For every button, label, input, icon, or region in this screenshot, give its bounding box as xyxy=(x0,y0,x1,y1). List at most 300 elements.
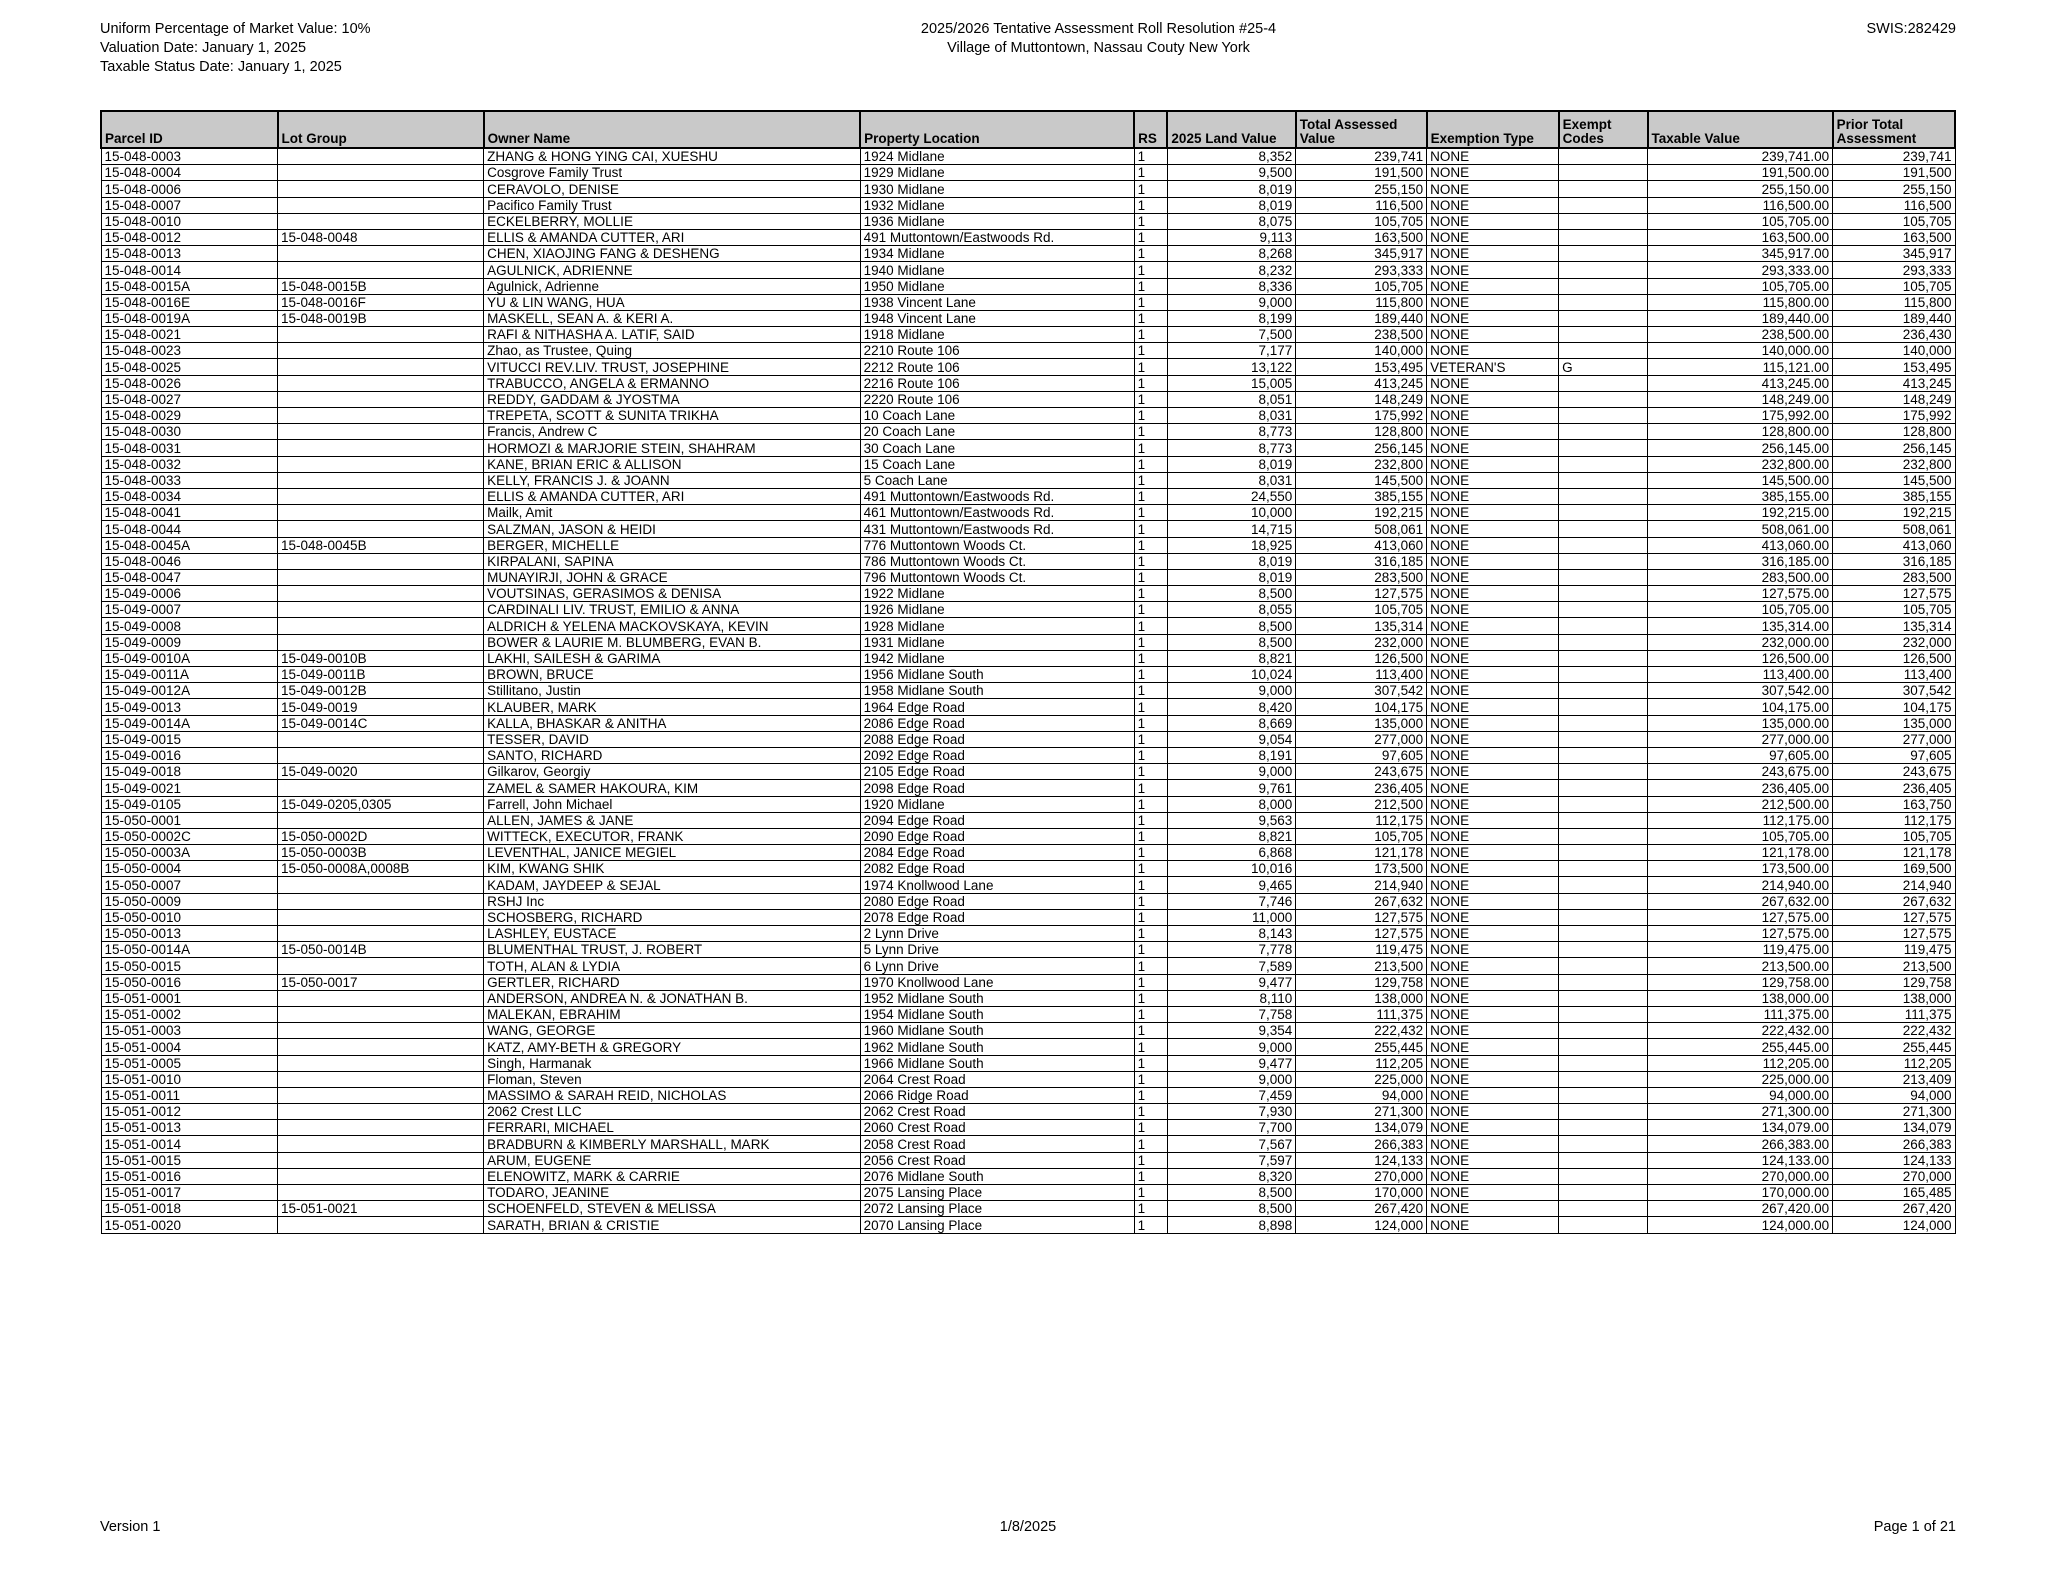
cell-land_value: 7,778 xyxy=(1167,942,1295,958)
cell-property_location: 2216 Route 106 xyxy=(860,375,1134,391)
cell-exempt_codes xyxy=(1559,667,1648,683)
cell-owner_name: KELLY, FRANCIS J. & JOANN xyxy=(484,472,860,488)
cell-property_location: 2062 Crest Road xyxy=(860,1104,1134,1120)
cell-exemption_type: NONE xyxy=(1427,424,1559,440)
table-row xyxy=(101,958,1955,974)
cell-taxable_value: 127,575.00 xyxy=(1648,926,1833,942)
cell-taxable_value: 121,178.00 xyxy=(1648,845,1833,861)
cell-taxable_value: 128,800.00 xyxy=(1648,424,1833,440)
cell-prior_total: 239,741 xyxy=(1833,148,1955,165)
cell-lot_group xyxy=(278,893,484,909)
cell-taxable_value: 239,741.00 xyxy=(1648,148,1833,165)
cell-exempt_codes xyxy=(1559,618,1648,634)
cell-land_value: 8,898 xyxy=(1167,1217,1295,1233)
cell-lot_group: 15-048-0019B xyxy=(278,310,484,326)
cell-total_assessed: 239,741 xyxy=(1296,148,1427,165)
cell-prior_total: 115,800 xyxy=(1833,294,1955,310)
cell-lot_group xyxy=(278,618,484,634)
cell-rs: 1 xyxy=(1134,327,1167,343)
cell-rs: 1 xyxy=(1134,391,1167,407)
cell-land_value: 9,761 xyxy=(1167,780,1295,796)
cell-exempt_codes xyxy=(1559,1006,1648,1022)
cell-property_location: 5 Lynn Drive xyxy=(860,942,1134,958)
cell-exemption_type: NONE xyxy=(1427,1185,1559,1201)
cell-lot_group xyxy=(278,521,484,537)
cell-parcel_id: 15-050-0014A xyxy=(101,942,278,958)
cell-total_assessed: 307,542 xyxy=(1296,683,1427,699)
cell-exempt_codes xyxy=(1559,472,1648,488)
cell-land_value: 24,550 xyxy=(1167,488,1295,504)
col-header-exempt-codes: Exempt Codes xyxy=(1559,111,1648,148)
table-row xyxy=(101,942,1955,958)
cell-lot_group xyxy=(278,926,484,942)
cell-exempt_codes xyxy=(1559,456,1648,472)
cell-prior_total: 97,605 xyxy=(1833,747,1955,763)
cell-lot_group xyxy=(278,1217,484,1233)
cell-prior_total: 135,000 xyxy=(1833,715,1955,731)
cell-parcel_id: 15-048-0034 xyxy=(101,488,278,504)
table-row xyxy=(101,375,1955,391)
cell-exempt_codes xyxy=(1559,861,1648,877)
cell-exemption_type: NONE xyxy=(1427,942,1559,958)
cell-prior_total: 165,485 xyxy=(1833,1185,1955,1201)
cell-total_assessed: 232,000 xyxy=(1296,634,1427,650)
cell-parcel_id: 15-048-0003 xyxy=(101,148,278,165)
cell-land_value: 7,177 xyxy=(1167,343,1295,359)
cell-lot_group xyxy=(278,1087,484,1103)
col-header-rs: RS xyxy=(1134,111,1167,148)
taxable-status-date-line: Taxable Status Date: January 1, 2025 xyxy=(100,59,342,75)
cell-owner_name: BROWN, BRUCE xyxy=(484,667,860,683)
cell-land_value: 8,191 xyxy=(1167,747,1295,763)
cell-exempt_codes xyxy=(1559,828,1648,844)
cell-property_location: 1962 Midlane South xyxy=(860,1039,1134,1055)
cell-exempt_codes xyxy=(1559,731,1648,747)
cell-total_assessed: 270,000 xyxy=(1296,1168,1427,1184)
cell-total_assessed: 148,249 xyxy=(1296,391,1427,407)
table-row xyxy=(101,926,1955,942)
table-row xyxy=(101,618,1955,634)
cell-exempt_codes xyxy=(1559,1104,1648,1120)
cell-total_assessed: 255,445 xyxy=(1296,1039,1427,1055)
cell-land_value: 14,715 xyxy=(1167,521,1295,537)
cell-lot_group xyxy=(278,472,484,488)
cell-lot_group: 15-048-0015B xyxy=(278,278,484,294)
cell-parcel_id: 15-049-0015 xyxy=(101,731,278,747)
cell-total_assessed: 232,800 xyxy=(1296,456,1427,472)
cell-exemption_type: NONE xyxy=(1427,780,1559,796)
cell-land_value: 8,019 xyxy=(1167,456,1295,472)
cell-lot_group xyxy=(278,262,484,278)
cell-prior_total: 105,705 xyxy=(1833,828,1955,844)
cell-lot_group xyxy=(278,747,484,763)
cell-total_assessed: 105,705 xyxy=(1296,602,1427,618)
cell-owner_name: WANG, GEORGE xyxy=(484,1023,860,1039)
table-row xyxy=(101,148,1955,165)
cell-total_assessed: 111,375 xyxy=(1296,1006,1427,1022)
cell-land_value: 9,563 xyxy=(1167,812,1295,828)
cell-property_location: 1929 Midlane xyxy=(860,165,1134,181)
cell-property_location: 1970 Knollwood Lane xyxy=(860,974,1134,990)
cell-owner_name: MASSIMO & SARAH REID, NICHOLAS xyxy=(484,1087,860,1103)
cell-owner_name: Agulnick, Adrienne xyxy=(484,278,860,294)
cell-exemption_type: NONE xyxy=(1427,1168,1559,1184)
cell-land_value: 8,031 xyxy=(1167,472,1295,488)
cell-owner_name: REDDY, GADDAM & JYOSTMA xyxy=(484,391,860,407)
cell-parcel_id: 15-051-0018 xyxy=(101,1201,278,1217)
cell-taxable_value: 385,155.00 xyxy=(1648,488,1833,504)
cell-owner_name: MASKELL, SEAN A. & KERI A. xyxy=(484,310,860,326)
cell-parcel_id: 15-051-0002 xyxy=(101,1006,278,1022)
cell-rs: 1 xyxy=(1134,990,1167,1006)
cell-exempt_codes xyxy=(1559,1152,1648,1168)
cell-land_value: 8,320 xyxy=(1167,1168,1295,1184)
cell-prior_total: 127,575 xyxy=(1833,586,1955,602)
cell-total_assessed: 267,420 xyxy=(1296,1201,1427,1217)
cell-exemption_type: NONE xyxy=(1427,586,1559,602)
cell-exemption_type: NONE xyxy=(1427,1104,1559,1120)
cell-exempt_codes xyxy=(1559,327,1648,343)
cell-land_value: 9,113 xyxy=(1167,229,1295,245)
cell-taxable_value: 238,500.00 xyxy=(1648,327,1833,343)
cell-exempt_codes xyxy=(1559,877,1648,893)
cell-lot_group xyxy=(278,602,484,618)
cell-lot_group: 15-049-0019 xyxy=(278,699,484,715)
cell-exemption_type: NONE xyxy=(1427,343,1559,359)
cell-prior_total: 145,500 xyxy=(1833,472,1955,488)
cell-owner_name: SCHOSBERG, RICHARD xyxy=(484,909,860,925)
table-row xyxy=(101,861,1955,877)
cell-land_value: 11,000 xyxy=(1167,909,1295,925)
cell-lot_group: 15-049-0011B xyxy=(278,667,484,683)
cell-rs: 1 xyxy=(1134,634,1167,650)
cell-prior_total: 267,420 xyxy=(1833,1201,1955,1217)
cell-exemption_type: NONE xyxy=(1427,569,1559,585)
cell-property_location: 2060 Crest Road xyxy=(860,1120,1134,1136)
cell-prior_total: 345,917 xyxy=(1833,246,1955,262)
cell-lot_group xyxy=(278,731,484,747)
cell-taxable_value: 140,000.00 xyxy=(1648,343,1833,359)
cell-taxable_value: 307,542.00 xyxy=(1648,683,1833,699)
table-row xyxy=(101,909,1955,925)
cell-exempt_codes xyxy=(1559,165,1648,181)
cell-exemption_type: NONE xyxy=(1427,893,1559,909)
cell-parcel_id: 15-048-0025 xyxy=(101,359,278,375)
cell-owner_name: LEVENTHAL, JANICE MEGIEL xyxy=(484,845,860,861)
cell-property_location: 10 Coach Lane xyxy=(860,408,1134,424)
cell-land_value: 8,143 xyxy=(1167,926,1295,942)
cell-prior_total: 413,060 xyxy=(1833,537,1955,553)
cell-rs: 1 xyxy=(1134,893,1167,909)
cell-property_location: 2064 Crest Road xyxy=(860,1071,1134,1087)
cell-total_assessed: 134,079 xyxy=(1296,1120,1427,1136)
table-row xyxy=(101,812,1955,828)
cell-owner_name: FERRARI, MICHAEL xyxy=(484,1120,860,1136)
table-row xyxy=(101,1023,1955,1039)
cell-parcel_id: 15-048-0016E xyxy=(101,294,278,310)
cell-exemption_type: NONE xyxy=(1427,181,1559,197)
cell-land_value: 8,268 xyxy=(1167,246,1295,262)
cell-parcel_id: 15-049-0016 xyxy=(101,747,278,763)
footer-page-number: Page 1 of 21 xyxy=(1873,1519,1956,1535)
cell-exemption_type: NONE xyxy=(1427,1152,1559,1168)
cell-rs: 1 xyxy=(1134,1217,1167,1233)
cell-land_value: 9,500 xyxy=(1167,165,1295,181)
cell-parcel_id: 15-051-0017 xyxy=(101,1185,278,1201)
cell-prior_total: 134,079 xyxy=(1833,1120,1955,1136)
cell-total_assessed: 135,000 xyxy=(1296,715,1427,731)
cell-exemption_type: NONE xyxy=(1427,1071,1559,1087)
cell-taxable_value: 170,000.00 xyxy=(1648,1185,1833,1201)
cell-owner_name: ELENOWITZ, MARK & CARRIE xyxy=(484,1168,860,1184)
cell-exempt_codes xyxy=(1559,181,1648,197)
cell-rs: 1 xyxy=(1134,521,1167,537)
table-row xyxy=(101,731,1955,747)
cell-rs: 1 xyxy=(1134,1087,1167,1103)
cell-prior_total: 283,500 xyxy=(1833,569,1955,585)
cell-property_location: 1974 Knollwood Lane xyxy=(860,877,1134,893)
cell-lot_group: 15-051-0021 xyxy=(278,1201,484,1217)
cell-exempt_codes xyxy=(1559,650,1648,666)
table-row xyxy=(101,893,1955,909)
cell-parcel_id: 15-048-0030 xyxy=(101,424,278,440)
cell-parcel_id: 15-048-0033 xyxy=(101,472,278,488)
cell-exempt_codes xyxy=(1559,715,1648,731)
cell-land_value: 10,024 xyxy=(1167,667,1295,683)
cell-parcel_id: 15-048-0014 xyxy=(101,262,278,278)
cell-property_location: 15 Coach Lane xyxy=(860,456,1134,472)
cell-parcel_id: 15-051-0005 xyxy=(101,1055,278,1071)
cell-land_value: 9,054 xyxy=(1167,731,1295,747)
table-row xyxy=(101,586,1955,602)
cell-parcel_id: 15-048-0012 xyxy=(101,229,278,245)
cell-rs: 1 xyxy=(1134,715,1167,731)
cell-exemption_type: NONE xyxy=(1427,148,1559,165)
cell-lot_group: 15-049-0020 xyxy=(278,764,484,780)
cell-lot_group xyxy=(278,505,484,521)
cell-taxable_value: 270,000.00 xyxy=(1648,1168,1833,1184)
cell-total_assessed: 127,575 xyxy=(1296,926,1427,942)
cell-property_location: 2075 Lansing Place xyxy=(860,1185,1134,1201)
cell-land_value: 13,122 xyxy=(1167,359,1295,375)
cell-owner_name: ARUM, EUGENE xyxy=(484,1152,860,1168)
cell-lot_group xyxy=(278,958,484,974)
cell-prior_total: 213,500 xyxy=(1833,958,1955,974)
cell-land_value: 7,700 xyxy=(1167,1120,1295,1136)
cell-prior_total: 138,000 xyxy=(1833,990,1955,1006)
cell-exempt_codes xyxy=(1559,1168,1648,1184)
cell-rs: 1 xyxy=(1134,812,1167,828)
cell-owner_name: KANE, BRIAN ERIC & ALLISON xyxy=(484,456,860,472)
table-row xyxy=(101,828,1955,844)
cell-exempt_codes xyxy=(1559,391,1648,407)
cell-exempt_codes xyxy=(1559,586,1648,602)
cell-rs: 1 xyxy=(1134,359,1167,375)
cell-rs: 1 xyxy=(1134,1120,1167,1136)
cell-land_value: 8,352 xyxy=(1167,148,1295,165)
cell-taxable_value: 105,705.00 xyxy=(1648,602,1833,618)
cell-taxable_value: 271,300.00 xyxy=(1648,1104,1833,1120)
cell-property_location: 2105 Edge Road xyxy=(860,764,1134,780)
cell-prior_total: 316,185 xyxy=(1833,553,1955,569)
cell-taxable_value: 97,605.00 xyxy=(1648,747,1833,763)
cell-exemption_type: NONE xyxy=(1427,747,1559,763)
cell-prior_total: 169,500 xyxy=(1833,861,1955,877)
col-header-owner-name: Owner Name xyxy=(484,111,860,148)
cell-land_value: 6,868 xyxy=(1167,845,1295,861)
cell-rs: 1 xyxy=(1134,1023,1167,1039)
cell-property_location: 431 Muttontown/Eastwoods Rd. xyxy=(860,521,1134,537)
cell-parcel_id: 15-051-0012 xyxy=(101,1104,278,1120)
cell-owner_name: ELLIS & AMANDA CUTTER, ARI xyxy=(484,229,860,245)
cell-land_value: 8,669 xyxy=(1167,715,1295,731)
cell-total_assessed: 225,000 xyxy=(1296,1071,1427,1087)
cell-lot_group xyxy=(278,877,484,893)
cell-exemption_type: VETERAN'S xyxy=(1427,359,1559,375)
cell-total_assessed: 126,500 xyxy=(1296,650,1427,666)
cell-prior_total: 105,705 xyxy=(1833,213,1955,229)
cell-rs: 1 xyxy=(1134,408,1167,424)
cell-parcel_id: 15-049-0010A xyxy=(101,650,278,666)
cell-land_value: 8,000 xyxy=(1167,796,1295,812)
cell-property_location: 1926 Midlane xyxy=(860,602,1134,618)
cell-parcel_id: 15-048-0032 xyxy=(101,456,278,472)
cell-owner_name: ALLEN, JAMES & JANE xyxy=(484,812,860,828)
cell-prior_total: 243,675 xyxy=(1833,764,1955,780)
cell-land_value: 8,821 xyxy=(1167,650,1295,666)
table-row xyxy=(101,699,1955,715)
table-row xyxy=(101,229,1955,245)
cell-rs: 1 xyxy=(1134,845,1167,861)
cell-rs: 1 xyxy=(1134,683,1167,699)
cell-parcel_id: 15-049-0008 xyxy=(101,618,278,634)
cell-owner_name: CHEN, XIAOJING FANG & DESHENG xyxy=(484,246,860,262)
cell-property_location: 2210 Route 106 xyxy=(860,343,1134,359)
cell-owner_name: KLAUBER, MARK xyxy=(484,699,860,715)
cell-land_value: 8,019 xyxy=(1167,553,1295,569)
table-row xyxy=(101,1136,1955,1152)
cell-exemption_type: NONE xyxy=(1427,521,1559,537)
cell-property_location: 2220 Route 106 xyxy=(860,391,1134,407)
cell-taxable_value: 145,500.00 xyxy=(1648,472,1833,488)
cell-exempt_codes xyxy=(1559,294,1648,310)
cell-parcel_id: 15-048-0019A xyxy=(101,310,278,326)
cell-prior_total: 236,430 xyxy=(1833,327,1955,343)
cell-land_value: 9,000 xyxy=(1167,683,1295,699)
table-row xyxy=(101,634,1955,650)
cell-parcel_id: 15-048-0027 xyxy=(101,391,278,407)
cell-rs: 1 xyxy=(1134,456,1167,472)
cell-rs: 1 xyxy=(1134,942,1167,958)
cell-prior_total: 175,992 xyxy=(1833,408,1955,424)
cell-parcel_id: 15-048-0015A xyxy=(101,278,278,294)
cell-owner_name: CARDINALI LIV. TRUST, EMILIO & ANNA xyxy=(484,602,860,618)
cell-exempt_codes xyxy=(1559,440,1648,456)
cell-exemption_type: NONE xyxy=(1427,828,1559,844)
cell-exempt_codes xyxy=(1559,1087,1648,1103)
cell-prior_total: 191,500 xyxy=(1833,165,1955,181)
col-header-total-assessed-value: Total Assessed Value xyxy=(1296,111,1427,148)
cell-taxable_value: 163,500.00 xyxy=(1648,229,1833,245)
cell-property_location: 1924 Midlane xyxy=(860,148,1134,165)
cell-property_location: 1938 Vincent Lane xyxy=(860,294,1134,310)
cell-land_value: 9,477 xyxy=(1167,1055,1295,1071)
footer-date: 1/8/2025 xyxy=(999,1519,1057,1535)
cell-lot_group: 15-049-0012B xyxy=(278,683,484,699)
cell-prior_total: 116,500 xyxy=(1833,197,1955,213)
cell-parcel_id: 15-050-0015 xyxy=(101,958,278,974)
cell-parcel_id: 15-049-0018 xyxy=(101,764,278,780)
cell-land_value: 8,055 xyxy=(1167,602,1295,618)
cell-exemption_type: NONE xyxy=(1427,1201,1559,1217)
table-row xyxy=(101,780,1955,796)
cell-exempt_codes xyxy=(1559,845,1648,861)
table-row xyxy=(101,521,1955,537)
cell-land_value: 7,589 xyxy=(1167,958,1295,974)
cell-taxable_value: 243,675.00 xyxy=(1648,764,1833,780)
cell-rs: 1 xyxy=(1134,1104,1167,1120)
cell-total_assessed: 283,500 xyxy=(1296,569,1427,585)
cell-parcel_id: 15-051-0011 xyxy=(101,1087,278,1103)
cell-property_location: 2092 Edge Road xyxy=(860,747,1134,763)
cell-exemption_type: NONE xyxy=(1427,1039,1559,1055)
table-row xyxy=(101,990,1955,1006)
cell-prior_total: 192,215 xyxy=(1833,505,1955,521)
cell-prior_total: 255,150 xyxy=(1833,181,1955,197)
cell-lot_group xyxy=(278,343,484,359)
cell-owner_name: Floman, Steven xyxy=(484,1071,860,1087)
cell-property_location: 1920 Midlane xyxy=(860,796,1134,812)
table-row xyxy=(101,1006,1955,1022)
cell-total_assessed: 266,383 xyxy=(1296,1136,1427,1152)
cell-rs: 1 xyxy=(1134,602,1167,618)
cell-lot_group: 15-050-0014B xyxy=(278,942,484,958)
cell-exemption_type: NONE xyxy=(1427,165,1559,181)
cell-parcel_id: 15-049-0006 xyxy=(101,586,278,602)
cell-lot_group xyxy=(278,440,484,456)
cell-taxable_value: 116,500.00 xyxy=(1648,197,1833,213)
cell-prior_total: 112,205 xyxy=(1833,1055,1955,1071)
cell-total_assessed: 267,632 xyxy=(1296,893,1427,909)
table-row xyxy=(101,715,1955,731)
cell-rs: 1 xyxy=(1134,747,1167,763)
col-header-taxable-value: Taxable Value xyxy=(1648,111,1833,148)
cell-lot_group xyxy=(278,586,484,602)
cell-lot_group xyxy=(278,213,484,229)
cell-total_assessed: 238,500 xyxy=(1296,327,1427,343)
cell-property_location: 786 Muttontown Woods Ct. xyxy=(860,553,1134,569)
cell-parcel_id: 15-048-0044 xyxy=(101,521,278,537)
cell-total_assessed: 121,178 xyxy=(1296,845,1427,861)
cell-exemption_type: NONE xyxy=(1427,327,1559,343)
cell-exemption_type: NONE xyxy=(1427,634,1559,650)
cell-exempt_codes xyxy=(1559,424,1648,440)
cell-parcel_id: 15-048-0046 xyxy=(101,553,278,569)
cell-land_value: 7,567 xyxy=(1167,1136,1295,1152)
col-header-prior-total-assessment: Prior Total Assessment xyxy=(1833,111,1955,148)
cell-exemption_type: NONE xyxy=(1427,391,1559,407)
cell-exempt_codes xyxy=(1559,634,1648,650)
cell-owner_name: RSHJ Inc xyxy=(484,893,860,909)
cell-land_value: 8,019 xyxy=(1167,569,1295,585)
cell-parcel_id: 15-050-0007 xyxy=(101,877,278,893)
cell-exemption_type: NONE xyxy=(1427,456,1559,472)
cell-land_value: 8,019 xyxy=(1167,197,1295,213)
cell-owner_name: Mailk, Amit xyxy=(484,505,860,521)
cell-property_location: 461 Muttontown/Eastwoods Rd. xyxy=(860,505,1134,521)
cell-prior_total: 163,750 xyxy=(1833,796,1955,812)
cell-exemption_type: NONE xyxy=(1427,440,1559,456)
